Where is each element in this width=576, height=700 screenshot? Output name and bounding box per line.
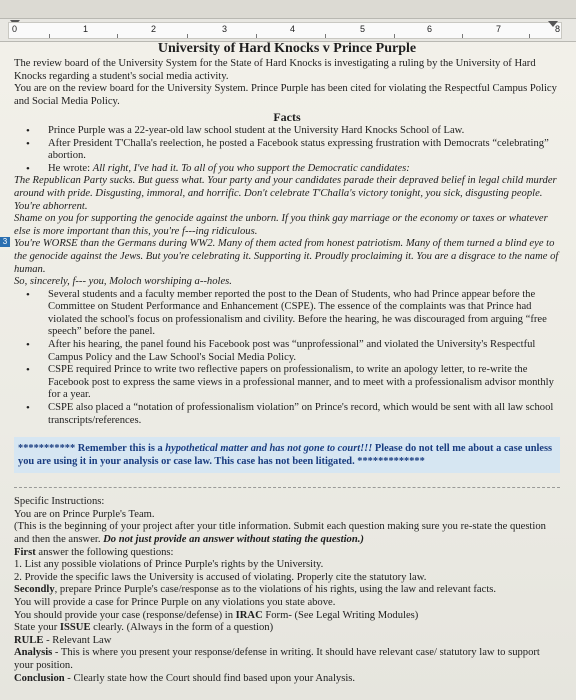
question-1: 1. List any possible violations of Prince Purple's rights by the University. <box>14 559 324 571</box>
quote-paragraph: Shame on you for supporting the genocide against the unborn. If you think gay marriage or the economy or taxes or whatever else is more important than this, you're f---ing ridiculous. <box>14 213 548 237</box>
document-title: University of Hard Knocks v Prince Purple <box>157 41 417 56</box>
ruler-number: 0 <box>12 24 18 34</box>
toolbar-strip <box>0 0 576 18</box>
beginning-note <box>14 521 560 546</box>
issue-text: clearly. (Always in the form of a question) <box>90 622 274 634</box>
first-text: answer the following questions: <box>35 546 174 558</box>
ruler-number: 4 <box>290 24 296 34</box>
issue-label: ISSUE <box>59 622 91 634</box>
response-form-text: Form- (See Legal Writing Modules) <box>262 609 419 621</box>
rule-text: - Relevant Law <box>43 634 112 646</box>
list-item: • Several students and a faculty member reported the post to the Dean of Students, who had Prince appear before the Committee on Student Performance and Enhancement (CSPE). The essence of the complaints was that Prince had violated the school's focus on professionalism and civility. Before the hearing, he was discouraged from arguing “free speech” before the panel. <box>14 289 560 339</box>
analysis-line <box>14 647 560 672</box>
secondly-label: Secondly <box>14 584 55 596</box>
intro-paragraph: You are on the review board for the University System. Prince Purple has been cited for violating the Respectful Campus Policy and Social Media Policy. <box>14 83 557 107</box>
rule-line <box>14 635 560 648</box>
list-item: • CSPE required Prince to write two reflective papers on professionalism, to write an apology letter, to re-write the Facebook post to express the same views in a professional manner, and to meet with a professionalism advisor monthly for a year. <box>14 364 560 402</box>
irac-label: IRAC <box>235 609 263 621</box>
document-body[interactable] <box>14 40 560 685</box>
quote-paragraph: You're WORSE than the Germans during WW2. Many of them acted from honest patriotism. Many of them turned a blind eye to the genocide against the Jews. But you're celebrating it. Supporting it. Proudly proclaiming it. You are a disgrace to the name of human. <box>14 238 559 275</box>
ruler-track <box>8 22 562 39</box>
note-italic: hypothetical matter and has not gone to court!!! <box>165 443 373 455</box>
stars-right: ************* <box>357 456 425 468</box>
facts-list-continued <box>14 289 560 428</box>
response-form-text: You should provide your case (response/defense) in <box>14 609 236 621</box>
issue-line <box>14 622 560 635</box>
facts-heading: Facts <box>273 110 301 125</box>
right-indent-marker[interactable] <box>548 21 558 27</box>
reminder-note <box>14 437 560 473</box>
rule-label: RULE <box>14 634 44 646</box>
stars-left: *********** <box>18 443 76 455</box>
ruler-number: 2 <box>151 24 157 34</box>
list-item: • Prince Purple was a 22-year-old law school student at the University Hard Knocks School of Law. <box>14 125 560 138</box>
quote-paragraph: The Republican Party sucks. But guess what. Your party and your candidates parade their depraved belief in legal child murder around with pride. Disgusting, immoral, and horrific. Don't celebrate T'Challa's victory tonight, you sick, disgusting people. You're abhorrent. <box>14 175 557 212</box>
quote-paragraph: So, sincerely, f--- you, Moloch worshiping a--holes. <box>14 276 232 288</box>
intro-paragraph: The review board of the University System for the State of Hard Knocks is investigating a ruling by the University of Hard Knocks regarding a student's social media activity. <box>14 58 536 82</box>
list-item <box>14 163 560 176</box>
ruler-number: 3 <box>222 24 228 34</box>
note-text: Remember this is a <box>75 443 166 455</box>
team-line: You are on Prince Purple's Team. <box>14 508 155 520</box>
beginning-note-text: (This is the beginning of your project after your title information. Submit each question making sure you re-state the question and then the answer. <box>14 521 546 545</box>
ruler-number: 1 <box>83 24 89 34</box>
he-wrote-lead: He wrote: <box>48 162 91 174</box>
conclusion-text: - Clearly state how the Court should find based upon your Analysis. <box>64 672 356 684</box>
ruler-number: 7 <box>496 24 502 34</box>
facts-list <box>14 125 560 175</box>
first-line <box>14 547 560 560</box>
beginning-note-emphasis: Do not just provide an answer without stating the question.) <box>103 534 364 545</box>
issue-text: State your <box>14 622 60 634</box>
list-item: • CSPE also placed a “notation of professionalism violation” on Prince's record, which would be sent with all law school transcripts/references. <box>14 402 560 427</box>
first-label: First <box>14 546 36 558</box>
ruler-number: 6 <box>427 24 433 34</box>
analysis-text: - This is where you present your response/defense in writing. It should have relevant case/ statutory law to support your position. <box>14 647 540 671</box>
comment-marker[interactable]: 3 <box>0 237 10 247</box>
provide-case-line: You will provide a case for Prince Purple on any violations you state above. <box>14 596 336 608</box>
question-2: 2. Provide the specific laws the University is accused of violating. Properly cite the statutory law. <box>14 571 427 583</box>
note-text: Please do not tell me about a case unless you are using it in your analysis or case law. This case has not been litigated. <box>18 443 553 468</box>
conclusion-line <box>14 673 560 686</box>
divider <box>14 487 560 488</box>
response-form-line <box>14 610 560 623</box>
ruler-number: 8 <box>555 24 561 34</box>
secondly-text: , prepare Prince Purple's case/response as to the violations of his rights, using the law and relevant facts. <box>54 584 497 596</box>
ruler[interactable] <box>0 18 576 42</box>
analysis-label: Analysis <box>14 647 53 659</box>
ruler-number: 5 <box>360 24 366 34</box>
quote-text: All right, I've had it. To all of you who support the Democratic candidates: <box>92 162 410 174</box>
instructions-heading: Specific Instructions: <box>14 496 105 508</box>
list-item: • After his hearing, the panel found his Facebook post was “unprofessional” and violated the University's Respectful Campus Policy and the Law School's Social Media Policy. <box>14 339 560 364</box>
conclusion-label: Conclusion <box>14 672 65 684</box>
secondly-line <box>14 584 560 597</box>
list-item: • After President T'Challa's reelection, he posted a Facebook status expressing frustration with Democrats “celebrating” abortion. <box>14 138 560 163</box>
